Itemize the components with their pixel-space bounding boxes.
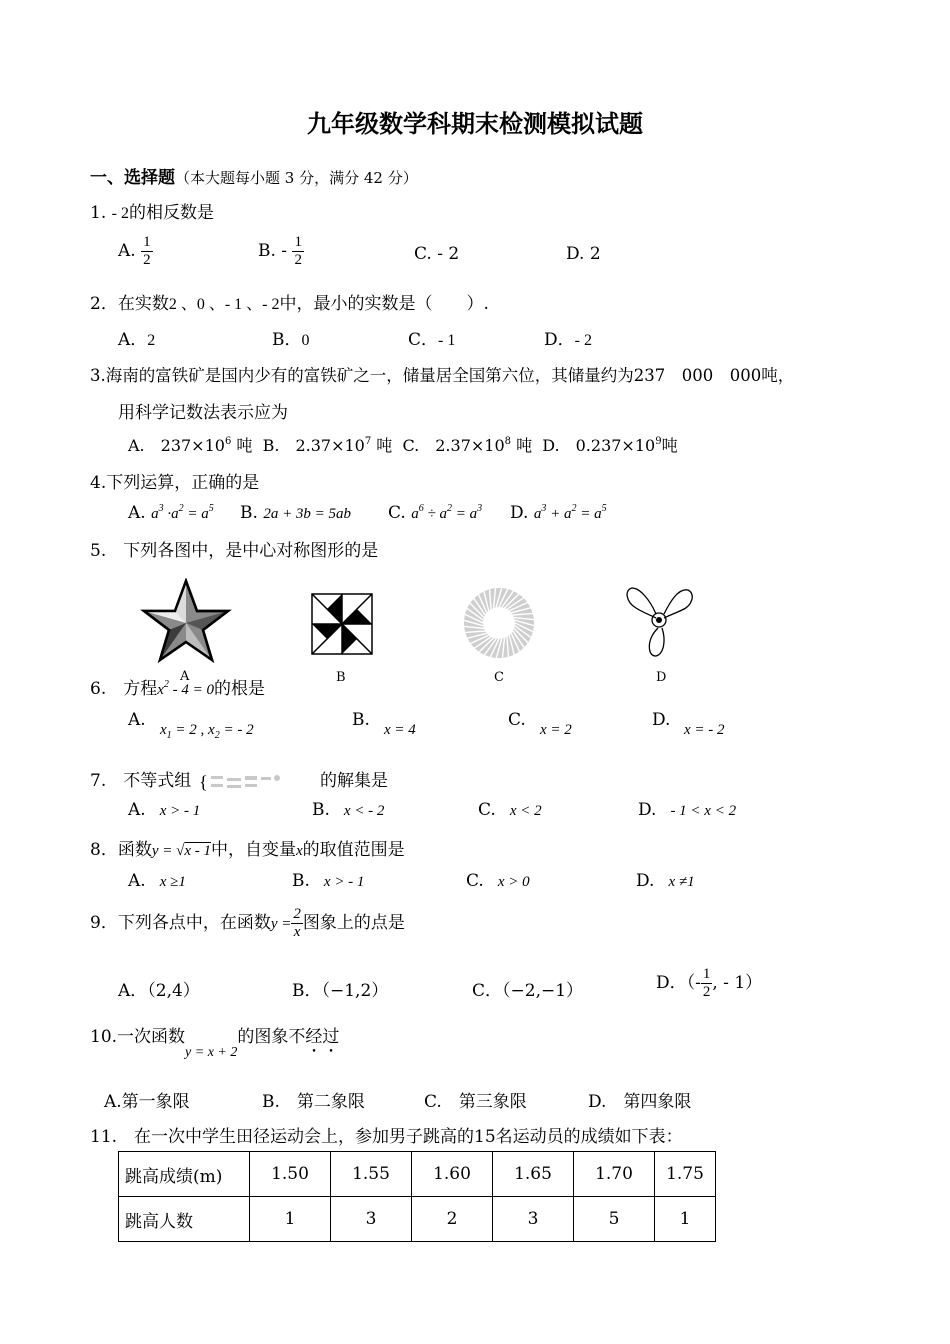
q7-option-a[interactable]: A. x > - 1 [128,800,201,820]
q3-stem-line2: 用科学记数法表示应为 [118,403,288,423]
figure-circle-pattern[interactable] [462,586,536,660]
q6-option-b-value: x = 4 [384,722,416,738]
q6-stem: 6. 方程$x^2 - 4 = 0$的根是 [90,679,266,699]
q5-stem: 5. 下列各图中，是中心对称图形的是 [90,541,379,561]
q8-option-b[interactable]: B. x > - 1 [292,871,365,891]
table-cell: 1 [250,1197,331,1242]
q3-stem-line1: 3.海南的富铁矿是国内少有的富铁矿之一，储量居全国第六位，其储量约为237 000 000吨， [90,366,795,385]
figure-label-a: A [180,669,190,684]
q9-d-fraction: $\frac{1}{2}$ [702,966,711,1000]
q7-inequality-system [197,773,315,791]
table-cell: 1.50 [250,1152,331,1197]
table-cell: 跳高成绩(m) [119,1152,250,1197]
q7-option-d[interactable]: D. - 1 < x < 2 [638,800,737,820]
table-cell: 5 [574,1197,655,1242]
q1-a-fraction: $\frac{1}{2}$ [143,234,151,268]
q9-stem: 9．下列各点中，在函数y = $\frac{2}{x}$ 图象上的点是 [90,906,405,940]
q7-option-b[interactable]: B. x < - 2 [312,800,385,820]
q6-option-a[interactable]: A. [128,710,146,730]
figure-label-d: D [656,670,667,685]
q3-option-a[interactable]: A. $237\times 10^6$ 吨 [128,436,253,455]
q6-option-a-value: $x_1 = 2$ , $x_2$ = - 2 [160,722,254,741]
q3-option-c[interactable]: C. $2.37\times 10^8$ 吨 [402,436,533,455]
section-note: （本大题每小题 3 分，满分 42 分） [175,169,418,187]
q6-option-c[interactable]: C. [508,710,526,730]
figure-pinwheel[interactable] [310,592,374,656]
q4-option-b[interactable]: B. 2a + 3b = 5ab [240,503,352,523]
q2-option-b[interactable]: B．0 [272,330,310,350]
q1-expr: - 2 [111,205,129,222]
q1-a-label: A. [118,241,136,261]
q6-option-d-value: x = - 2 [684,722,725,738]
q1-stem [90,198,214,223]
q2-list: 2 、0 、- 1 、- 2 [168,296,280,313]
table-cell: 1 [655,1197,716,1242]
q6-option-b[interactable]: B. [352,710,370,730]
q11-stem: 11. 在一次中学生田径运动会上，参加男子跳高的15名运动员的成绩如下表： [90,1127,683,1147]
table-cell: 1.55 [331,1152,412,1197]
table-row [119,1152,716,1197]
figure-star[interactable] [140,578,232,664]
q4-option-d[interactable]: D. $a^3 + a^2 = a^5$ [510,503,607,523]
table-cell: 1.65 [493,1152,574,1197]
q6-option-c-value: x = 2 [540,722,572,738]
q8-option-c[interactable]: C. x > 0 [466,871,530,891]
q10-option-c[interactable]: C. 第三象限 [424,1092,527,1112]
table-cell: 1.75 [655,1152,716,1197]
q1-option-d[interactable]: D. 2 [566,244,601,264]
table-row [119,1197,716,1242]
q1-option-c[interactable]: C. - 2 [414,244,460,264]
table-cell: 1.70 [574,1152,655,1197]
q4-option-a[interactable]: A. $a^3 \cdot a^2 = a^5$ [128,503,214,523]
section-heading [90,163,418,188]
q1-b-label: B. - [258,241,288,261]
q1-number: 1. [90,203,107,223]
table-cell: 跳高人数 [119,1197,250,1242]
q3-options [128,433,678,456]
jump-scores-table [118,1151,716,1242]
section-title: 一、选择题 [90,168,175,188]
q10-stem: 10.一次函数$_{y = x + 2}$的图象不经过 [90,1027,340,1060]
q8-option-a[interactable]: A. x ≥1 [128,871,186,891]
table-cell: 3 [331,1197,412,1242]
figure-label-b: B [336,670,346,685]
table-cell: 1.60 [412,1152,493,1197]
q7-stem: 7. 不等式组 { 的解集是 [90,771,389,791]
q2-option-a[interactable]: A．2 [118,330,156,350]
q3-option-d[interactable]: D. $0.237\times 10^9$吨 [542,436,678,455]
q9-fraction: $\frac{2}{x}$ [293,906,301,940]
q10-option-d[interactable]: D. 第四象限 [588,1092,692,1112]
q9-option-d[interactable]: D．（- $\frac{1}{2}$ , - 1） [656,966,763,1000]
svg-text:{: { [198,772,208,791]
q9-option-a[interactable]: A．（2,4） [118,981,200,1001]
q9-option-c[interactable]: C．（−2,−1） [472,981,584,1001]
table-cell: 3 [493,1197,574,1242]
q4-option-c[interactable]: C. $a^6 \div a^2 = a^3$ [388,503,483,523]
figure-label-c: C [494,670,504,685]
q3-option-b[interactable]: B. $2.37\times 10^7$ 吨 [262,436,393,455]
q8-stem: 8．函数y = √x - 1中，自变量x的取值范围是 [90,840,405,860]
q1-option-b[interactable] [258,234,304,269]
q1-b-fraction: $\frac{1}{2}$ [294,234,302,268]
q10-option-b[interactable]: B. 第二象限 [262,1092,365,1112]
q9-option-b[interactable]: B．（−1,2） [292,981,389,1001]
q6-option-d[interactable]: D. [652,710,671,730]
figure-propeller[interactable] [620,582,698,660]
q1-text: 的相反数是 [128,203,214,223]
q1-option-a[interactable] [118,234,153,269]
q10-option-a[interactable]: A.第一象限 [104,1092,190,1112]
q7-option-c[interactable]: C. x < 2 [478,800,542,820]
q2-stem: 2．在实数2 、0 、- 1 、- 2中，最小的实数是（ ）. [90,294,489,314]
q2-option-d[interactable]: D．- 2 [544,330,592,350]
table-cell: 2 [412,1197,493,1242]
page-title: 九年级数学科期末检测模拟试题 [307,109,643,138]
q4-stem: 4.下列运算，正确的是 [90,473,260,493]
q2-option-c[interactable]: C．- 1 [408,330,456,350]
q8-option-d[interactable]: D. x ≠1 [636,871,695,891]
